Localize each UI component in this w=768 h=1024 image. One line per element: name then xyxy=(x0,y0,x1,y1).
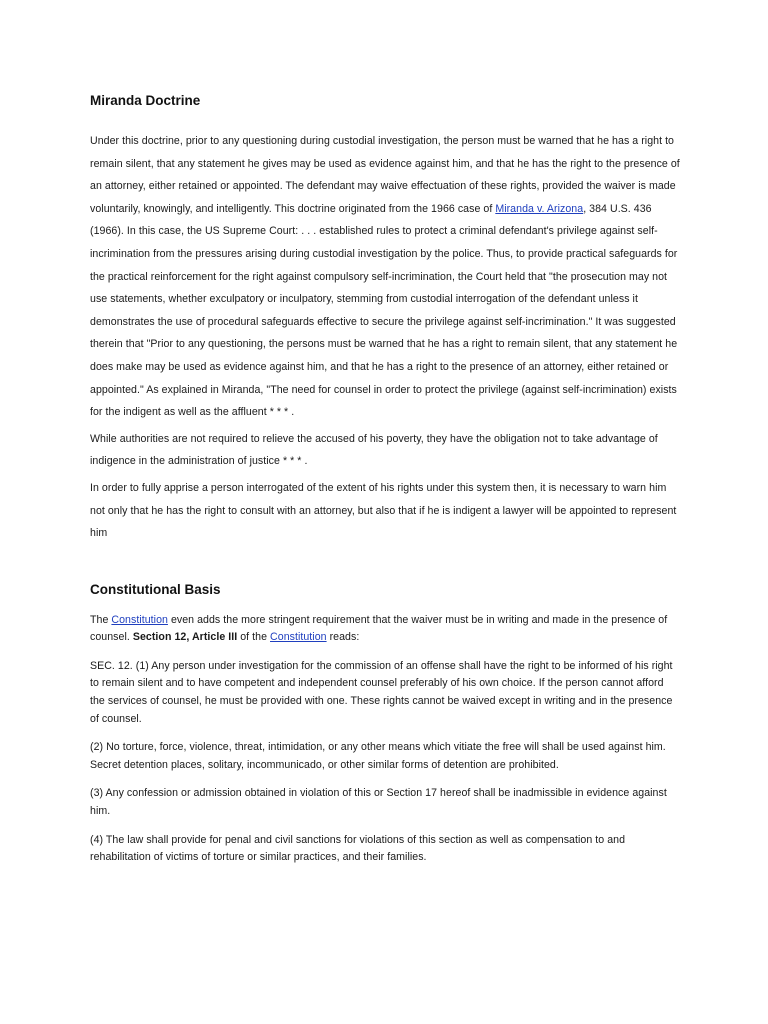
sec-12-clause-2: (2) No torture, force, violence, threat, intimidation, or any other means which vitiate the free will shall be used against him. Secret detention places, solitary, incommunicado, or other similar forms of detention are prohibited. xyxy=(90,741,666,771)
miranda-paragraph-1 xyxy=(90,130,680,424)
sec-12-clause-3: (3) Any confession or admission obtained in violation of this or Section 17 hereof shall be inadmissible in evidence against him. xyxy=(90,787,667,818)
const-p1-text-c: of the xyxy=(237,631,271,644)
miranda-v-arizona-link[interactable]: Miranda v. Arizona xyxy=(495,202,584,215)
miranda-doctrine-heading: Miranda Doctrine xyxy=(90,93,201,108)
miranda-p1-text-b: , 384 U.S. 436 (1966). In this case, the US Supreme Court: . . . established rules to protect a criminal defendant's privilege against self-incrimination from the pressures arising during custodial investigation by the police. Thus, to provide practical safeguards for the practical reinforcement for the right against compulsory self-incrimination, the Court held that "the prosecution may not use statements, whether exculpatory or inculpatory, stemming from custodial interrogation of the defendant unless it demonstrates the use of procedural safeguards effective to secure the privilege against self-incrimination." It was suggested therein that "Prior to any questioning, the persons must be warned that he has a right to remain silent, that any statement he does make may be used as evidence against him, and that he has a right to the presence of an attorney, either retained or appointed." As explained in Miranda, "The need for counsel in order to protect the privilege (against self-incrimination) exists for the indigent as well as the affluent * * * . xyxy=(90,202,678,419)
constitution-link-2[interactable]: Constitution xyxy=(270,631,327,644)
constitution-link-1[interactable]: Constitution xyxy=(111,613,168,626)
miranda-paragraph-2: While authorities are not required to relieve the accused of his poverty, they have the obligation not to take advantage of indigence in the administration of justice * * * . xyxy=(90,432,658,468)
const-p1-text-b: even adds the more stringent requirement that the waiver must be in writing and made in the presence of counsel. xyxy=(90,613,668,644)
document-page xyxy=(90,92,680,867)
const-p1-text-a: The xyxy=(90,613,112,626)
constitutional-basis-heading: Constitutional Basis xyxy=(90,581,221,597)
constitutional-paragraph-1 xyxy=(90,612,680,647)
const-p1-text-d: reads: xyxy=(326,631,360,644)
sec-12-clause-1: SEC. 12. (1) Any person under investigation for the commission of an offense shall have the right to be informed of his right to remain silent and to have competent and independent counsel preferably of his own choice. If the person cannot afford the services of counsel, he must be provided with one. These rights cannot be waived except in writing and in the presence of counsel. xyxy=(90,659,673,725)
miranda-p1-text-a: Under this doctrine, prior to any questioning during custodial investigation, the person must be warned that he has a right to remain silent, that any statement he gives may be used as evidence against him, and that he has the right to the presence of an attorney, either retained or appointed. The defendant may waive effectuation of these rights, provided the waiver is made voluntarily, knowingly, and intelligently. This doctrine originated from the 1966 case of xyxy=(90,135,680,215)
section-12-article-iii-bold: Section 12, Article III xyxy=(132,631,238,644)
sec-12-clause-4: (4) The law shall provide for penal and civil sanctions for violations of this section as well as compensation to and rehabilitation of victims of torture or similar practices, and their families. xyxy=(90,833,626,864)
miranda-paragraph-3: In order to fully apprise a person interrogated of the extent of his rights under this system then, it is necessary to warn him not only that he has the right to consult with an attorney, but also that if he is indigent a lawyer will be appointed to represent him xyxy=(90,481,677,540)
